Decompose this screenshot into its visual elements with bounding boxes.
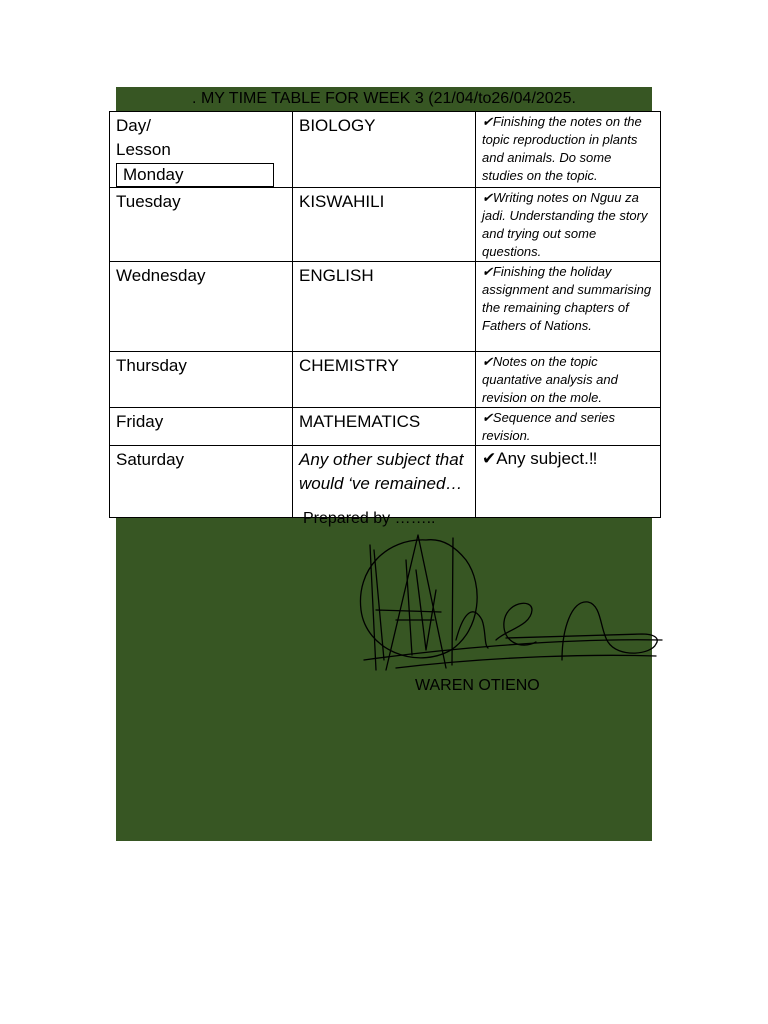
table-row-friday [110, 408, 661, 446]
table-row-monday [110, 112, 661, 188]
subject-cell-friday: MATHEMATICS [293, 408, 476, 446]
note-cell-friday: ✔Sequence and series revision. [476, 408, 661, 446]
subject-cell-monday: BIOLOGY [293, 112, 476, 188]
page-title: . MY TIME TABLE FOR WEEK 3 (21/04/to26/04/2025. [192, 90, 576, 107]
note-cell-saturday: ✔Any subject.‼ [476, 446, 661, 518]
table-row-thursday [110, 352, 661, 408]
day-cell-friday: Friday [110, 408, 293, 446]
day-cell-wednesday: Wednesday [110, 262, 293, 352]
table-row-wednesday [110, 262, 661, 352]
subject-cell-wednesday: ENGLISH [293, 262, 476, 352]
table-row-saturday [110, 446, 661, 518]
day-lesson-header: Day/ [116, 116, 151, 135]
note-cell-tuesday: ✔Writing notes on Nguu za jadi. Understanding the story and trying out some questions. [476, 188, 661, 262]
handwritten-signature [356, 530, 666, 675]
note-cell-monday: ✔Finishing the notes on the topic reproduction in plants and animals. Do some studies on the topic. [476, 112, 661, 188]
day-cell-monday [110, 112, 293, 188]
signer-name: WAREN OTIENO [415, 677, 540, 694]
subject-cell-tuesday: KISWAHILI [293, 188, 476, 262]
table-row-tuesday [110, 188, 661, 262]
note-cell-wednesday: ✔Finishing the holiday assignment and summarising the remaining chapters of Fathers of Nations. [476, 262, 661, 352]
subject-cell-saturday: Any other subject that would ‘ve remained… [293, 446, 476, 518]
day-lesson-header-line2: Lesson [116, 140, 171, 159]
timetable [109, 111, 661, 518]
day-cell-thursday: Thursday [110, 352, 293, 408]
day-label-monday: Monday [116, 163, 274, 187]
subject-cell-thursday: CHEMISTRY [293, 352, 476, 408]
prepared-by-label: Prepared by …….. [303, 510, 436, 527]
day-cell-saturday: Saturday [110, 446, 293, 518]
day-cell-tuesday: Tuesday [110, 188, 293, 262]
note-cell-thursday: ✔Notes on the topic quantative analysis and revision on the mole. [476, 352, 661, 408]
